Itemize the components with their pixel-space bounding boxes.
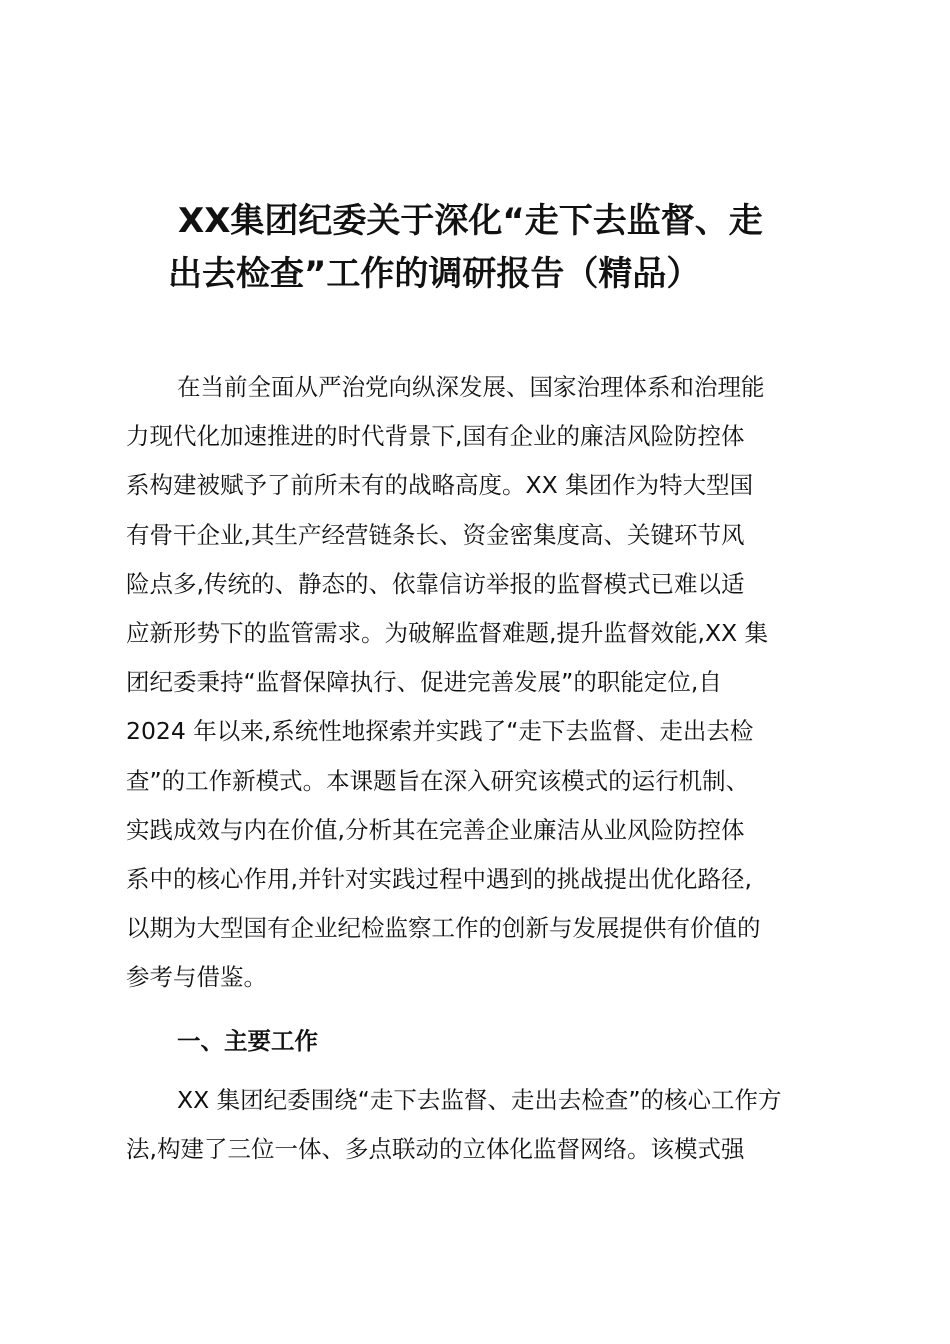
- title-line-2: 出去检查”工作的调研报告（精品）: [168, 254, 701, 294]
- paragraph-line: 在当前全面从严治党向纵深发展、国家治理体系和治理能: [177, 373, 765, 401]
- paragraph-line: 实践成效与内在价值,分析其在完善企业廉洁从业风险防控体: [126, 815, 745, 844]
- title-line-1: XX集团纪委关于深化“走下去监督、走: [178, 201, 763, 241]
- paragraph-line: 查”的工作新模式。本课题旨在深入研究该模式的运行机制、: [126, 766, 750, 795]
- paragraph-line: 2024 年以来,系统性地探索并实践了“走下去监督、走出去检: [126, 717, 754, 746]
- document-title: [168, 195, 838, 301]
- paragraph-line: 有骨干企业,其生产经营链条长、资金密集度高、关键环节风: [126, 520, 745, 549]
- paragraph-line: 法,构建了三位一体、多点联动的立体化监督网络。该模式强: [126, 1135, 745, 1164]
- section-heading-main-work: 一、主要工作: [177, 1027, 318, 1055]
- paragraph-line: 应新形势下的监管需求。为破解监督难题,提升监督效能,XX 集: [126, 619, 769, 648]
- paragraph-line: XX 集团纪委围绕“走下去监督、走出去检查”的核心工作方: [177, 1086, 782, 1114]
- paragraph-intro: [126, 363, 826, 1003]
- paragraph-line: 团纪委秉持“监督保障执行、促进完善发展”的职能定位,自: [126, 668, 722, 697]
- paragraph-line: 以期为大型国有企业纪检监察工作的创新与发展提供有价值的: [126, 914, 761, 943]
- paragraph-line: 力现代化加速推进的时代背景下,国有企业的廉洁风险防控体: [126, 422, 745, 451]
- paragraph-line: 系中的核心作用,并针对实践过程中遇到的挑战提出优化路径,: [126, 865, 752, 894]
- paragraph-main-work: [126, 1076, 826, 1174]
- paragraph-line: 系构建被赋予了前所未有的战略高度。XX 集团作为特大型国: [126, 471, 754, 500]
- paragraph-line: 险点多,传统的、静态的、依靠信访举报的监督模式已难以适: [126, 569, 745, 598]
- paragraph-line: 参考与借鉴。: [126, 963, 267, 992]
